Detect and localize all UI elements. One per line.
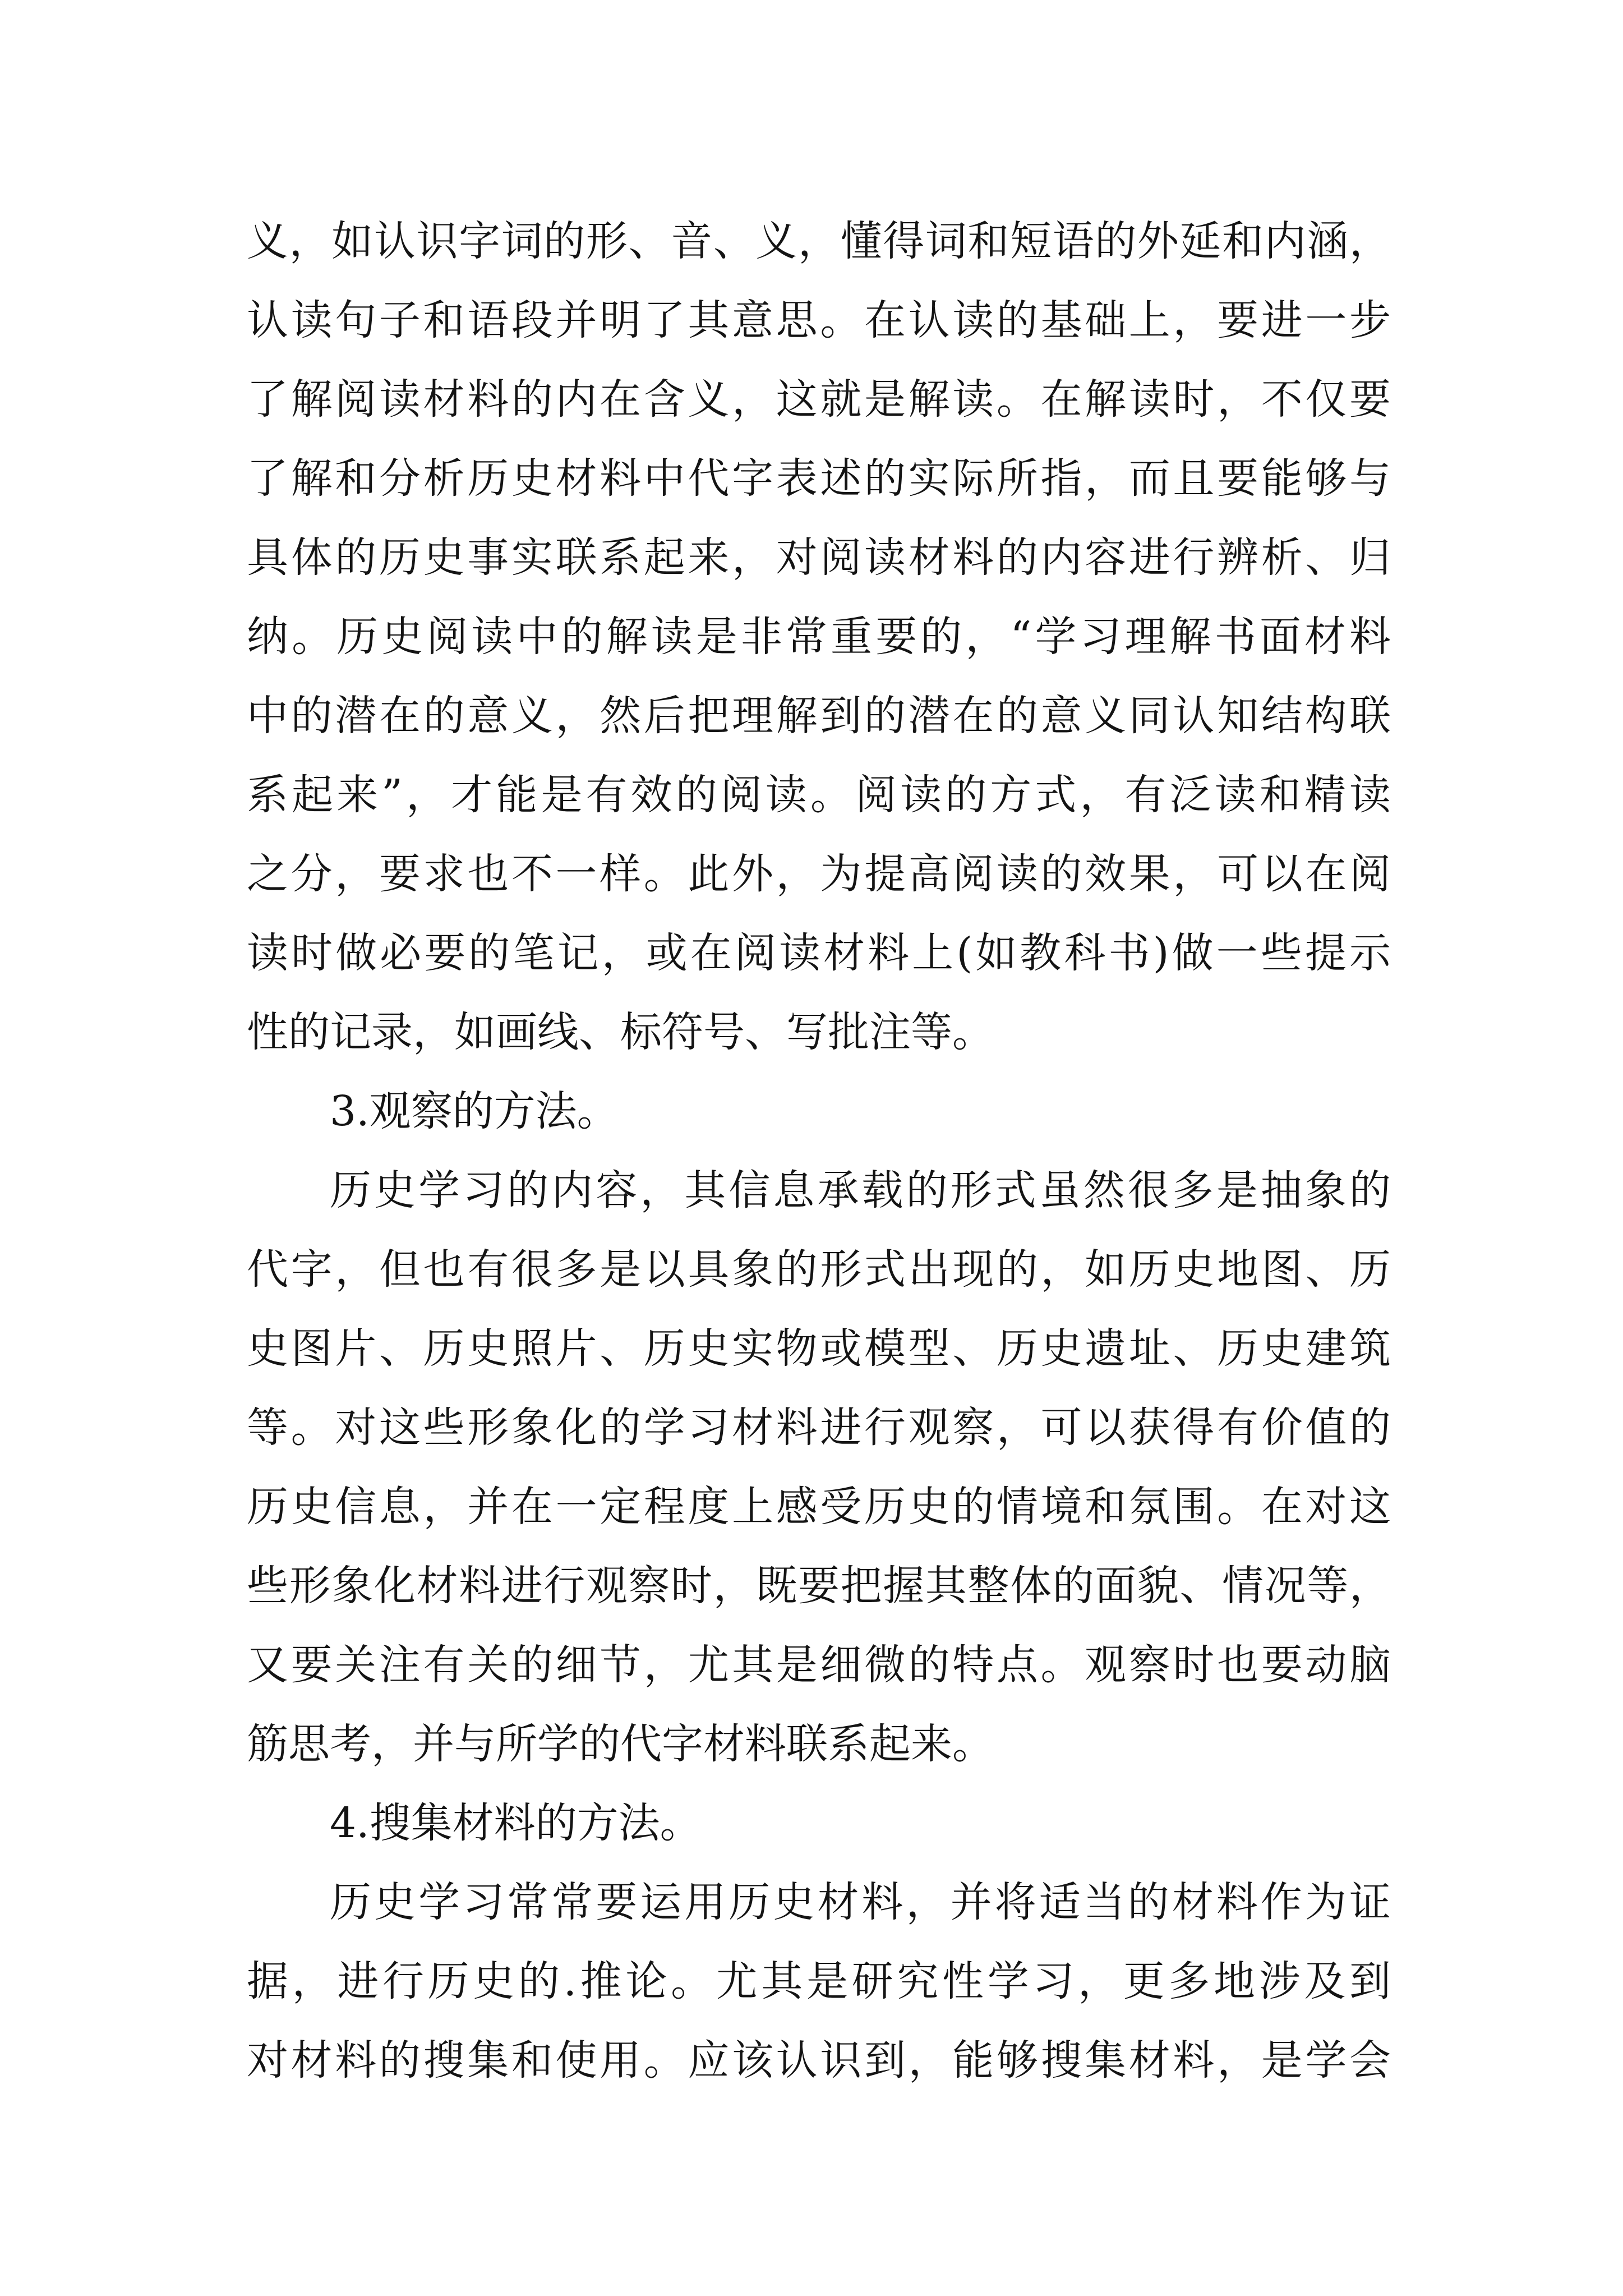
body-text-line: 历史学习的内容，其信息承载的形式虽然很多是抽象的 — [330, 1166, 1391, 1214]
body-text-line: 筋思考，并与所学的代字材料联系起来。 — [247, 1720, 994, 1768]
body-text-line: 中的潜在的意义，然后把理解到的潜在的意义同认知结构联 — [247, 692, 1391, 740]
body-text-line: 系起来”，才能是有效的阅读。阅读的方式，有泛读和精读 — [247, 771, 1391, 819]
body-text-line: 性的记录，如画线、标符号、写批注等。 — [247, 1008, 994, 1056]
body-text-line: 之分，要求也不一样。此外，为提高阅读的效果，可以在阅 — [247, 850, 1391, 898]
body-text-line: 义，如认识字词的形、音、义，懂得词和短语的外延和内涵， — [247, 217, 1391, 265]
body-text-line: 又要关注有关的细节，尤其是细微的特点。观察时也要动脑 — [247, 1641, 1391, 1689]
body-text-line: 纳。历史阅读中的解读是非常重要的，“学习理解书面材料 — [247, 613, 1391, 661]
body-text-line: 等。对这些形象化的学习材料进行观察，可以获得有价值的 — [247, 1404, 1391, 1452]
body-text-line: 历史信息，并在一定程度上感受历史的情境和氛围。在对这 — [247, 1483, 1391, 1531]
body-text-line: 认读句子和语段并明了其意思。在认读的基础上，要进一步 — [247, 296, 1391, 344]
body-text-line: 具体的历史事实联系起来，对阅读材料的内容进行辨析、归 — [247, 533, 1391, 582]
body-text-line: 了解阅读材料的内在含义，这就是解读。在解读时，不仅要 — [247, 375, 1391, 424]
body-text-line: 对材料的搜集和使用。应该认识到，能够搜集材料，是学会 — [247, 2036, 1391, 2085]
body-text-line: 些形象化材料进行观察时，既要把握其整体的面貌、情况等， — [247, 1562, 1391, 1610]
body-text-line: 历史学习常常要运用历史材料，并将适当的材料作为证 — [330, 1878, 1391, 1926]
body-text-line: 了解和分析历史材料中代字表述的实际所指，而且要能够与 — [247, 454, 1391, 503]
body-text-line: 读时做必要的笔记，或在阅读材料上(如教科书)做一些提示 — [247, 929, 1391, 977]
section-heading-observation: 3.观察的方法。 — [330, 1087, 619, 1135]
body-text-line: 史图片、历史照片、历史实物或模型、历史遗址、历史建筑 — [247, 1324, 1391, 1373]
section-heading-collecting: 4.搜集材料的方法。 — [330, 1799, 702, 1847]
body-text-line: 据，进行历史的.推论。尤其是研究性学习，更多地涉及到 — [247, 1957, 1391, 2005]
body-text-line: 代字，但也有很多是以具象的形式出现的，如历史地图、历 — [247, 1245, 1391, 1294]
